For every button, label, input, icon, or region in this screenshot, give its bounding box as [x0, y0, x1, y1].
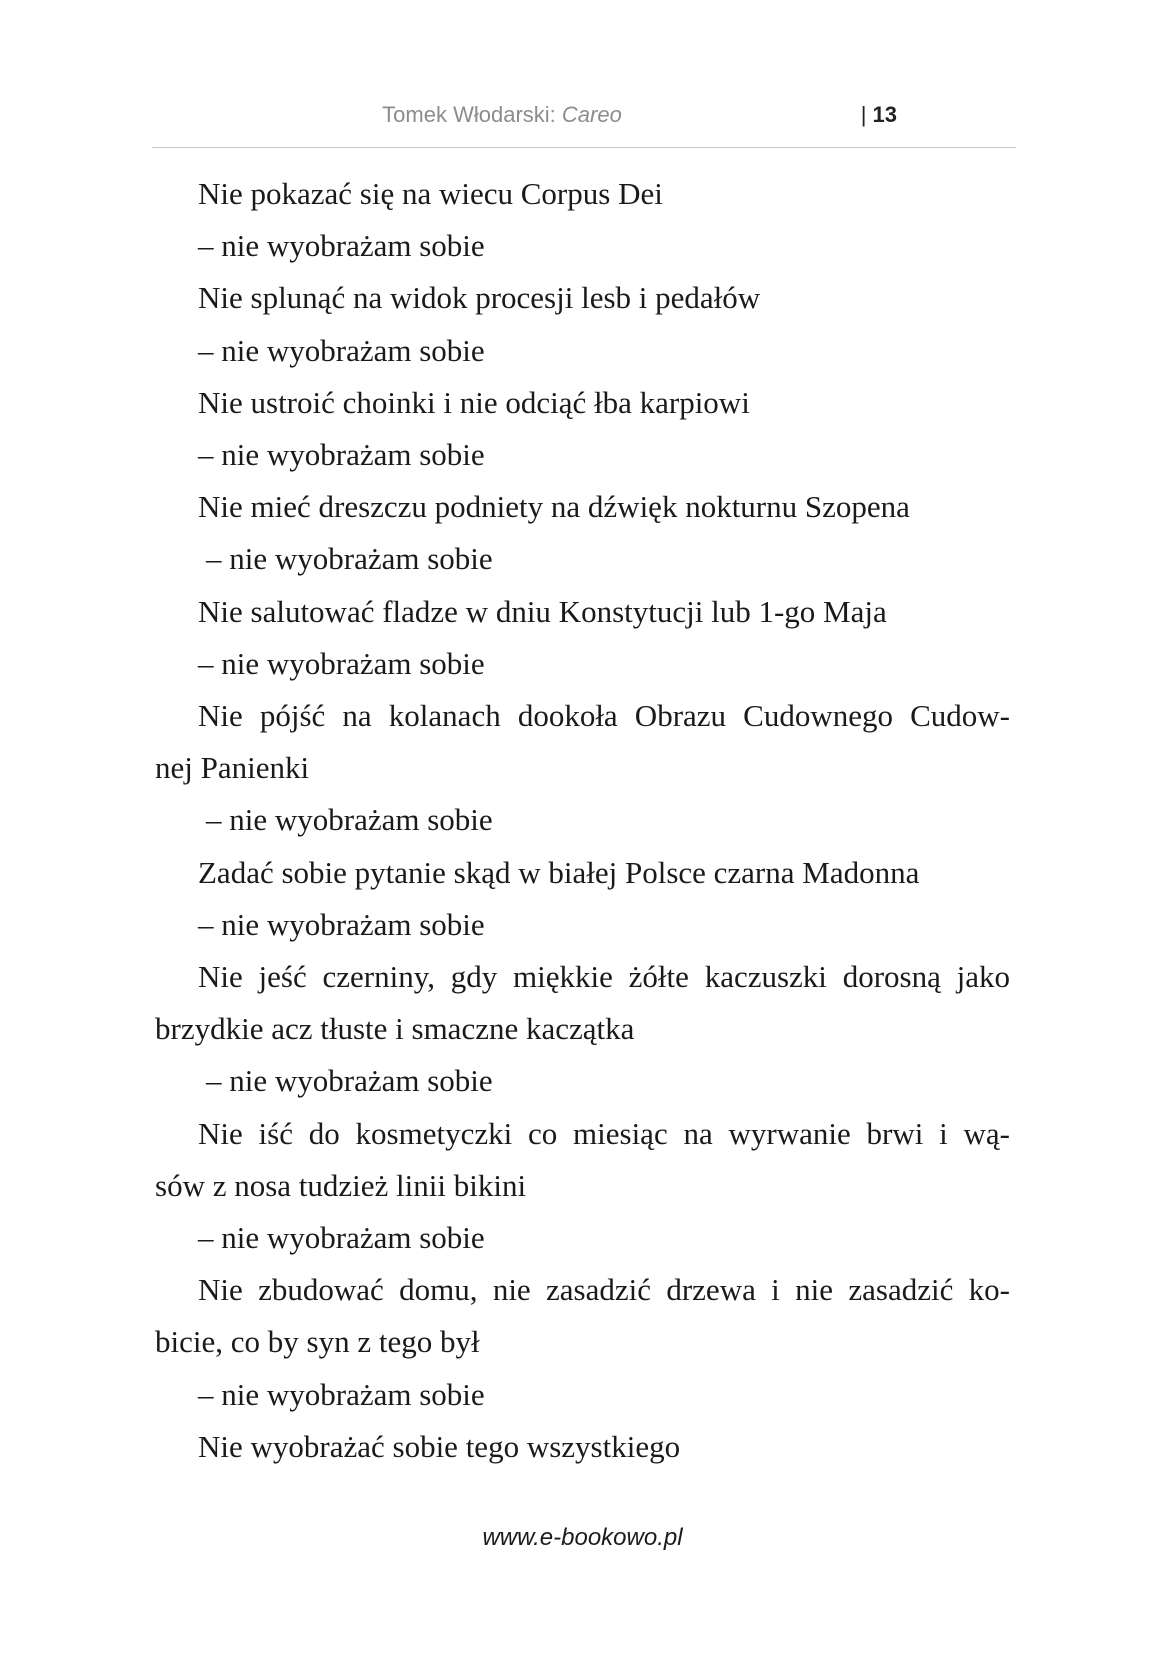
poem-line: – nie wyobrażam sobie — [206, 802, 493, 838]
page-header — [152, 92, 1016, 148]
poem-line: – nie wyobrażam sobie — [198, 645, 485, 681]
poem-line: bicie, co by syn z tego był — [155, 1324, 480, 1360]
poem-line: Nie zbudować domu, nie zasadzić drzewa i nie zasadzić ko- — [198, 1272, 1010, 1308]
page-number-block — [152, 102, 897, 128]
page-number: 13 — [872, 102, 897, 127]
poem-line: – nie wyobrażam sobie — [198, 437, 485, 473]
poem-line: brzydkie acz tłuste i smaczne kaczątka — [155, 1011, 635, 1047]
poem-line: Zadać sobie pytanie skąd w białej Polsce czarna Madonna — [198, 854, 920, 890]
header-author: Tomek Włodarski: — [382, 102, 556, 127]
poem-line: nej Panienki — [155, 750, 310, 786]
poem-line: Nie ustroić choinki i nie odciąć łba karpiowi — [198, 384, 750, 420]
poem-line: Nie salutować fladze w dniu Konstytucji lub 1-go Maja — [198, 593, 887, 629]
poem-line: Nie pokazać się na wiecu Corpus Dei — [198, 176, 663, 211]
poem-line: Nie iść do kosmetyczki co miesiąc na wyrwanie brwi i wą- — [198, 1115, 1010, 1151]
poem-line: – nie wyobrażam sobie — [206, 541, 493, 577]
poem-line: – nie wyobrażam sobie — [198, 906, 485, 942]
header-separator: | — [860, 102, 867, 127]
poem-line: – nie wyobrażam sobie — [198, 1376, 485, 1412]
poem-line: Nie splunąć na widok procesji lesb i pedałów — [198, 280, 761, 316]
poem-line: – nie wyobrażam sobie — [198, 332, 485, 368]
poem-line: – nie wyobrażam sobie — [198, 1220, 485, 1256]
poem-line: Nie wyobrażać sobie tego wszystkiego — [198, 1428, 681, 1464]
poem-line: Nie jeść czerniny, gdy miękkie żółte kaczuszki dorosną jako — [198, 959, 1010, 995]
poem-line: – nie wyobrażam sobie — [206, 1063, 493, 1099]
poem-body — [155, 168, 1010, 1473]
poem-line: Nie pójść na kolanach dookoła Obrazu Cudownego Cudow- — [198, 698, 1010, 734]
poem-line: – nie wyobrażam sobie — [198, 228, 485, 264]
page-footer-url: www.e-bookowo.pl — [482, 1524, 683, 1551]
poem-line: Nie mieć dreszczu podniety na dźwięk nokturnu Szopena — [198, 489, 910, 525]
poem-line: sów z nosa tudzież linii bikini — [155, 1167, 527, 1203]
header-rule — [152, 147, 1016, 148]
header-book-title: Careo — [561, 102, 622, 127]
